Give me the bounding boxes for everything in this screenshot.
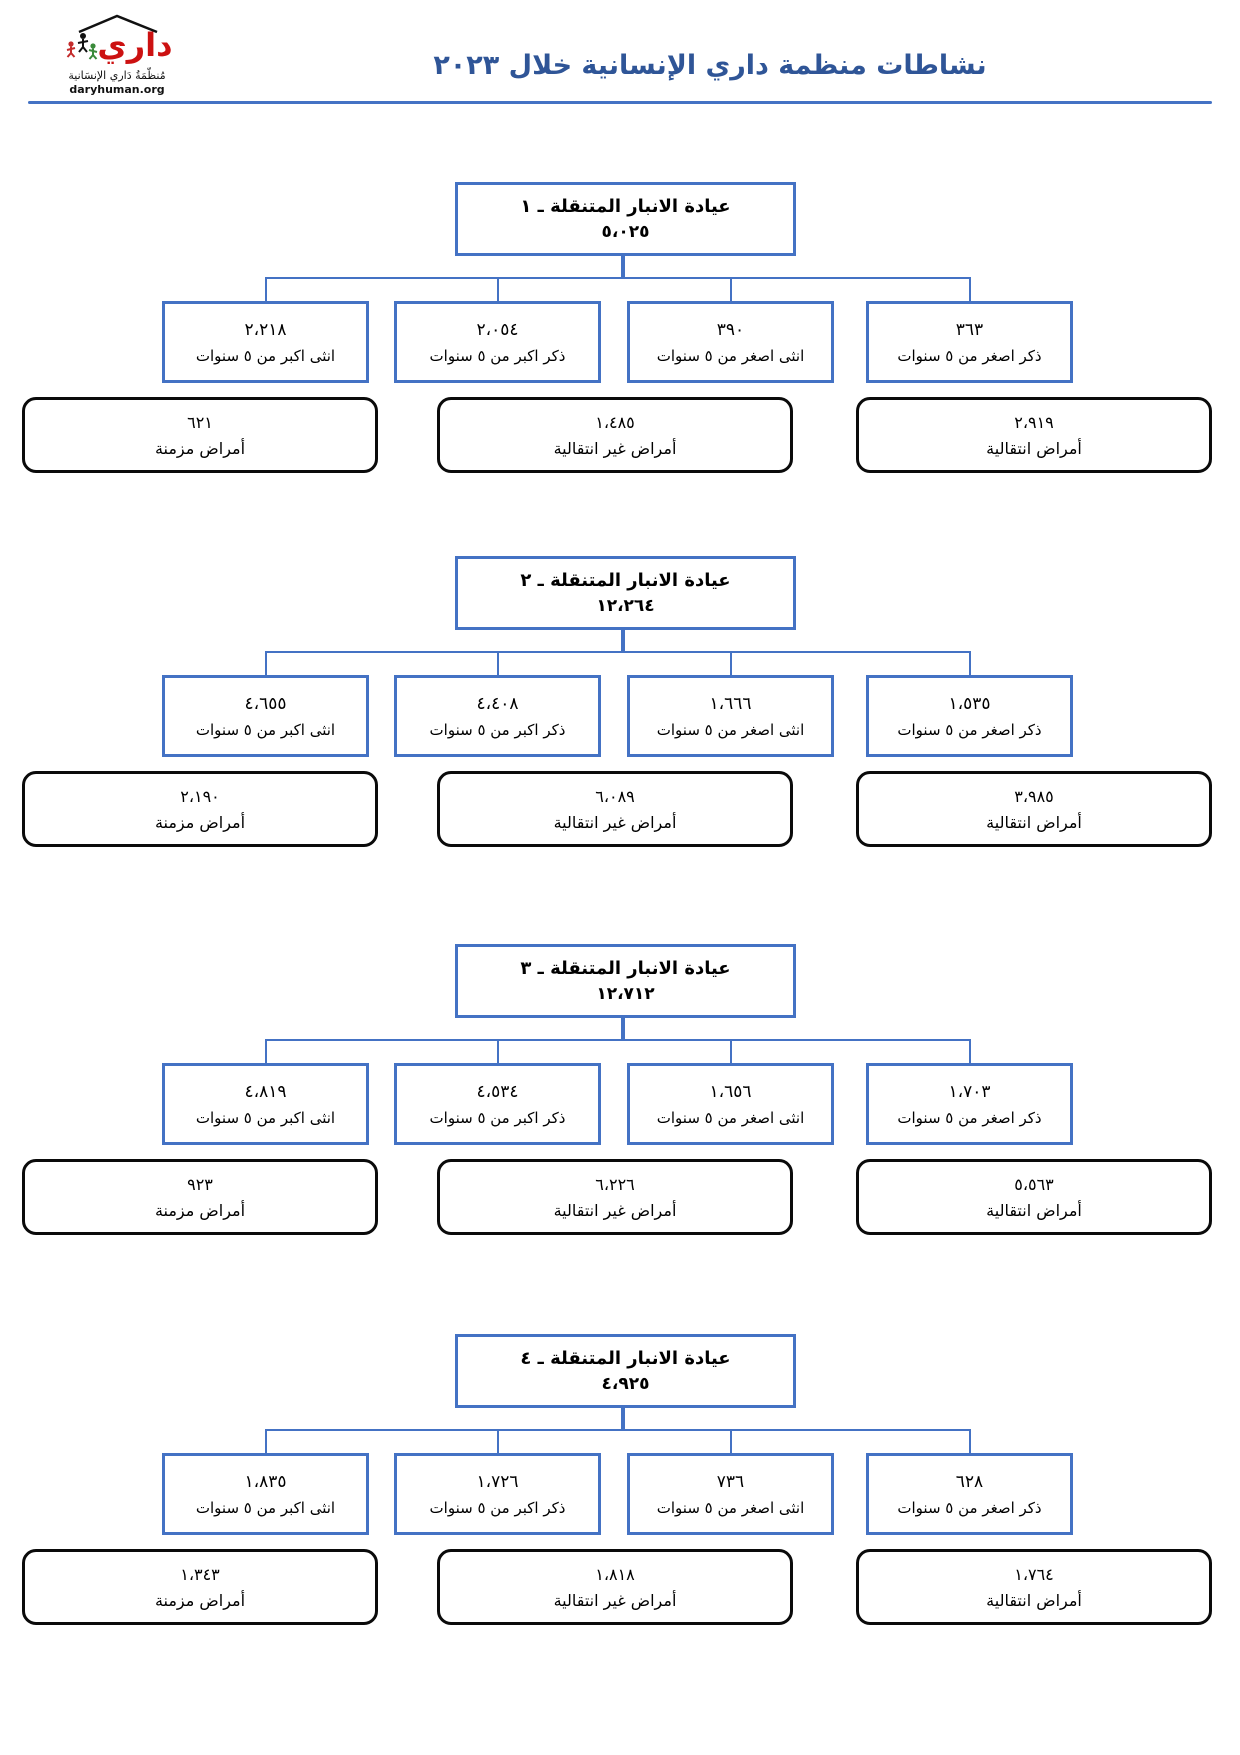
group-box-male-over5 xyxy=(394,675,601,757)
people-icons xyxy=(67,33,97,59)
group-box-female-under5 xyxy=(627,675,834,757)
connector-stub xyxy=(621,256,625,279)
group-label: ذكر اكبر من ٥ سنوات xyxy=(429,720,566,739)
disease-value: ١،٨١٨ xyxy=(595,1564,635,1584)
clinic-title: عيادة الانبار المتنقلة ـ ٣ xyxy=(520,958,731,979)
disease-value: ٥،٥٦٣ xyxy=(1014,1174,1054,1194)
connector-drop xyxy=(969,651,971,675)
connector-drop xyxy=(730,651,732,675)
org-logo xyxy=(50,12,184,96)
clinic-chart xyxy=(0,182,1240,482)
disease-box-chronic xyxy=(22,397,378,473)
disease-label: أمراض مزمنة xyxy=(154,812,246,832)
logo-website: daryhuman.org xyxy=(69,82,165,96)
logo-wordmark: داري xyxy=(97,26,173,64)
disease-label: أمراض غير انتقالية xyxy=(553,812,677,832)
group-label: ذكر اصغر من ٥ سنوات xyxy=(897,1498,1042,1517)
disease-value: ٢،١٩٠ xyxy=(180,786,220,806)
clinic-title: عيادة الانبار المتنقلة ـ ١ xyxy=(520,196,731,217)
disease-value: ٩٢٣ xyxy=(187,1174,213,1194)
group-box-female-under5 xyxy=(627,1063,834,1145)
connector-rail xyxy=(265,277,971,279)
clinic-total: ١٢،٧١٢ xyxy=(596,984,655,1004)
group-value: ٤،٨١٩ xyxy=(244,1081,287,1102)
clinic-title: عيادة الانبار المتنقلة ـ ٤ xyxy=(520,1348,731,1369)
group-label: ذكر اكبر من ٥ سنوات xyxy=(429,1108,566,1127)
connector-drop xyxy=(265,277,267,301)
clinic-title: عيادة الانبار المتنقلة ـ ٢ xyxy=(520,570,731,591)
group-label: انثى اصغر من ٥ سنوات xyxy=(656,1498,805,1517)
disease-label: أمراض مزمنة xyxy=(154,1200,246,1220)
disease-box-communicable xyxy=(856,1159,1212,1235)
clinic-total: ١٢،٢٦٤ xyxy=(596,596,655,616)
group-label: ذكر اصغر من ٥ سنوات xyxy=(897,346,1042,365)
connector-drop xyxy=(265,1429,267,1453)
group-box-female-under5 xyxy=(627,1453,834,1535)
connector-stub xyxy=(621,1018,625,1041)
group-box-male-under5 xyxy=(866,1063,1073,1145)
connector-drop xyxy=(497,651,499,675)
disease-box-chronic xyxy=(22,1159,378,1235)
group-box-male-under5 xyxy=(866,301,1073,383)
group-box-female-under5 xyxy=(627,301,834,383)
group-label: انثى اصغر من ٥ سنوات xyxy=(656,720,805,739)
disease-value: ١،٣٤٣ xyxy=(180,1564,220,1584)
disease-box-noncommunicable xyxy=(437,1159,793,1235)
group-value: ٧٣٦ xyxy=(716,1471,745,1492)
disease-label: أمراض انتقالية xyxy=(986,438,1082,458)
clinic-root-box xyxy=(455,944,796,1018)
group-value: ٤،٦٥٥ xyxy=(244,693,287,714)
disease-box-communicable xyxy=(856,397,1212,473)
connector-drop xyxy=(969,1429,971,1453)
group-value: ١،٧٢٦ xyxy=(476,1471,519,1492)
connector-drop xyxy=(497,1429,499,1453)
group-box-female-over5 xyxy=(162,675,369,757)
clinic-total: ٥،٠٢٥ xyxy=(601,222,650,242)
group-box-male-over5 xyxy=(394,1453,601,1535)
disease-value: ١،٤٨٥ xyxy=(595,412,635,432)
group-label: ذكر اكبر من ٥ سنوات xyxy=(429,1498,566,1517)
connector-rail xyxy=(265,1039,971,1041)
disease-box-chronic xyxy=(22,1549,378,1625)
disease-box-communicable xyxy=(856,771,1212,847)
disease-box-noncommunicable xyxy=(437,771,793,847)
connector-stub xyxy=(621,630,625,653)
disease-label: أمراض مزمنة xyxy=(154,1590,246,1610)
group-box-male-under5 xyxy=(866,675,1073,757)
group-label: انثى اكبر من ٥ سنوات xyxy=(195,346,336,365)
group-label: انثى اكبر من ٥ سنوات xyxy=(195,720,336,739)
clinic-root-box xyxy=(455,182,796,256)
disease-box-noncommunicable xyxy=(437,397,793,473)
group-value: ٣٩٠ xyxy=(716,319,745,340)
clinic-total: ٤،٩٢٥ xyxy=(601,1374,650,1394)
connector-stub xyxy=(621,1408,625,1431)
clinic-root-box xyxy=(455,556,796,630)
disease-label: أمراض مزمنة xyxy=(154,438,246,458)
group-value: ١،٨٣٥ xyxy=(244,1471,287,1492)
clinic-chart xyxy=(0,944,1240,1244)
disease-label: أمراض غير انتقالية xyxy=(553,438,677,458)
page-title: نشاطات منظمة داري الإنسانية خلال ٢٠٢٣ xyxy=(433,50,987,81)
connector-drop xyxy=(265,651,267,675)
connector-drop xyxy=(969,277,971,301)
group-value: ٦٢٨ xyxy=(955,1471,984,1492)
group-box-female-over5 xyxy=(162,301,369,383)
disease-value: ٢،٩١٩ xyxy=(1014,412,1054,432)
group-value: ١،٥٣٥ xyxy=(948,693,991,714)
disease-box-chronic xyxy=(22,771,378,847)
disease-box-communicable xyxy=(856,1549,1212,1625)
group-label: ذكر اصغر من ٥ سنوات xyxy=(897,1108,1042,1127)
disease-label: أمراض انتقالية xyxy=(986,1590,1082,1610)
connector-drop xyxy=(730,277,732,301)
group-box-male-over5 xyxy=(394,301,601,383)
group-label: انثى اكبر من ٥ سنوات xyxy=(195,1498,336,1517)
group-value: ٢،٠٥٤ xyxy=(476,319,519,340)
group-value: ٣٦٣ xyxy=(955,319,984,340)
group-box-female-over5 xyxy=(162,1453,369,1535)
disease-value: ٦،٠٨٩ xyxy=(595,786,635,806)
disease-label: أمراض غير انتقالية xyxy=(553,1590,677,1610)
clinic-chart xyxy=(0,556,1240,856)
disease-value: ٦٢١ xyxy=(187,412,213,432)
connector-drop xyxy=(265,1039,267,1063)
group-box-male-over5 xyxy=(394,1063,601,1145)
group-value: ١،٦٦٦ xyxy=(709,693,752,714)
group-label: انثى اصغر من ٥ سنوات xyxy=(656,1108,805,1127)
logo-org-name: مُنظّمَةُ دَاري الإنسَانية xyxy=(68,69,166,82)
group-box-male-under5 xyxy=(866,1453,1073,1535)
disease-label: أمراض انتقالية xyxy=(986,812,1082,832)
connector-drop xyxy=(730,1429,732,1453)
connector-rail xyxy=(265,651,971,653)
logo-icon xyxy=(57,12,177,70)
group-value: ٤،٥٣٤ xyxy=(476,1081,519,1102)
group-value: ٤،٤٠٨ xyxy=(476,693,519,714)
connector-drop xyxy=(969,1039,971,1063)
group-box-female-over5 xyxy=(162,1063,369,1145)
group-label: ذكر اكبر من ٥ سنوات xyxy=(429,346,566,365)
header-divider xyxy=(28,101,1212,104)
connector-rail xyxy=(265,1429,971,1431)
disease-label: أمراض انتقالية xyxy=(986,1200,1082,1220)
group-label: انثى اكبر من ٥ سنوات xyxy=(195,1108,336,1127)
connector-drop xyxy=(497,277,499,301)
group-value: ١،٧٠٣ xyxy=(948,1081,991,1102)
disease-label: أمراض غير انتقالية xyxy=(553,1200,677,1220)
disease-value: ٣،٩٨٥ xyxy=(1014,786,1054,806)
group-value: ٢،٢١٨ xyxy=(244,319,287,340)
group-value: ١،٦٥٦ xyxy=(709,1081,752,1102)
connector-drop xyxy=(497,1039,499,1063)
clinic-chart xyxy=(0,1334,1240,1634)
group-label: ذكر اصغر من ٥ سنوات xyxy=(897,720,1042,739)
disease-box-noncommunicable xyxy=(437,1549,793,1625)
disease-value: ٦،٢٢٦ xyxy=(595,1174,635,1194)
disease-value: ١،٧٦٤ xyxy=(1014,1564,1054,1584)
group-label: انثى اصغر من ٥ سنوات xyxy=(656,346,805,365)
clinic-root-box xyxy=(455,1334,796,1408)
connector-drop xyxy=(730,1039,732,1063)
